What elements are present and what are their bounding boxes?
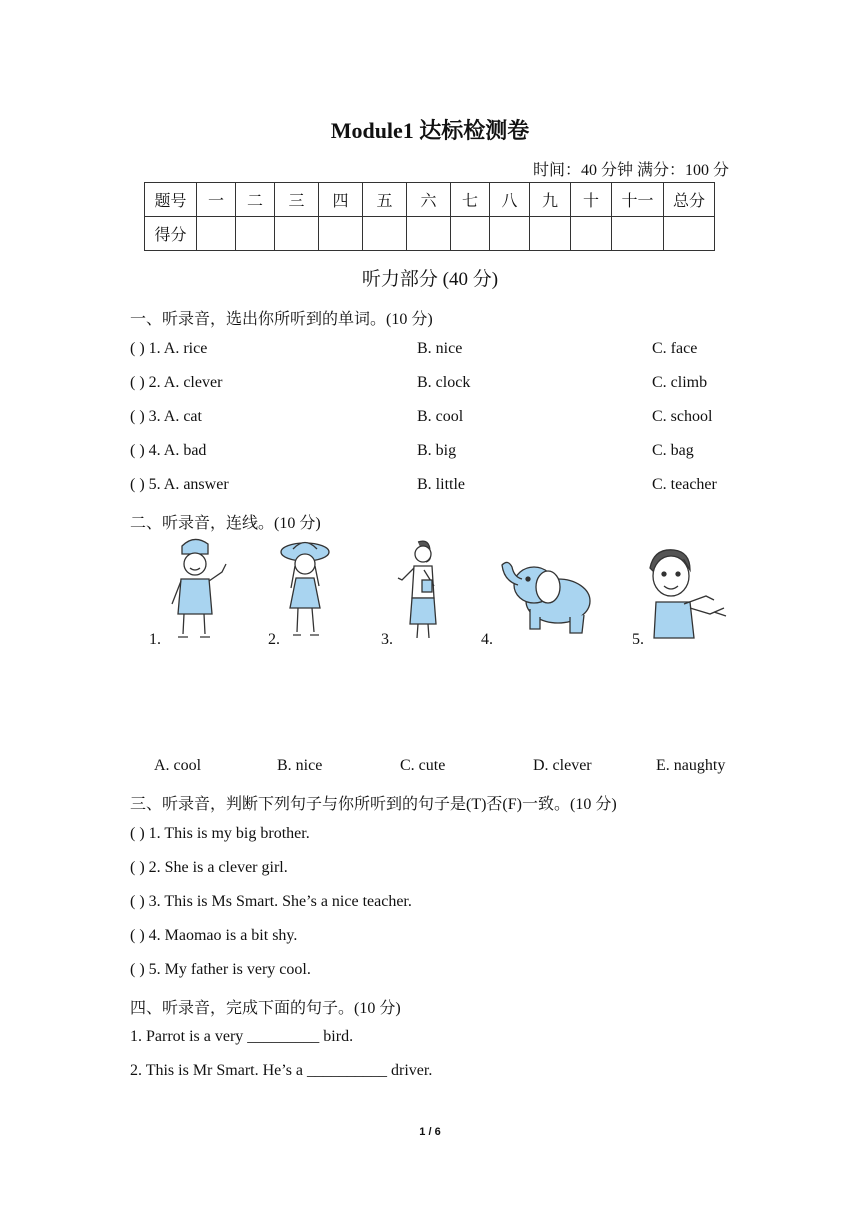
- part3-instruction: 三、听录音，判断下列句子与你所听到的句子是(T)否(F)一致。(10 分): [130, 796, 617, 813]
- part1-option-b: B. nice: [417, 340, 463, 357]
- part3-item: ( ) 1. This is my big brother.: [130, 825, 310, 842]
- picture-number: 3.: [381, 631, 393, 648]
- part4-item: 2. This is Mr Smart. He’s a __________ driver.: [130, 1062, 433, 1079]
- boy-pointing-illustration: [644, 546, 730, 644]
- score-header-cell: 三: [275, 183, 319, 217]
- part1-option-b: B. clock: [417, 374, 471, 391]
- part2-option: D. clever: [533, 757, 592, 774]
- score-header-cell: 七: [451, 183, 490, 217]
- part1-option-c: C. bag: [652, 442, 694, 459]
- part1-option-c: C. climb: [652, 374, 708, 391]
- score-table: [144, 182, 715, 251]
- score-input-cell[interactable]: [275, 217, 319, 251]
- score-header-cell: 八: [490, 183, 530, 217]
- score-input-cell[interactable]: [612, 217, 664, 251]
- part2-option: A. cool: [154, 757, 202, 774]
- part1-item-stem: ( ) 4. A. bad: [130, 442, 207, 459]
- page-title: Module1 达标检测卷: [330, 118, 530, 143]
- score-header-cell: 一: [197, 183, 236, 217]
- score-header-cell: 总分: [664, 183, 715, 217]
- elephant-illustration: [498, 555, 596, 637]
- part1-option-c: C. face: [652, 340, 698, 357]
- part4-instruction: 四、听录音，完成下面的句子。(10 分): [130, 1000, 401, 1017]
- score-header-cell: 九: [530, 183, 571, 217]
- score-input-cell[interactable]: [363, 217, 407, 251]
- score-table-score-row: [145, 217, 715, 251]
- part2-instruction: 二、听录音，连线。(10 分): [130, 515, 321, 532]
- score-table-header-row: [145, 183, 715, 217]
- picture-number: 2.: [268, 631, 280, 648]
- page-number: 1 / 6: [419, 1126, 441, 1138]
- part1-option-c: C. school: [652, 408, 713, 425]
- boy-cook-illustration: [164, 534, 234, 644]
- score-input-cell[interactable]: [319, 217, 363, 251]
- part1-item-stem: ( ) 1. A. rice: [130, 340, 208, 357]
- girl-hat-illustration: [276, 536, 336, 644]
- part3-item: ( ) 3. This is Ms Smart. She’s a nice teacher.: [130, 893, 412, 910]
- picture-number: 5.: [632, 631, 644, 648]
- score-header-cell: 题号: [145, 183, 197, 217]
- score-input-cell[interactable]: [490, 217, 530, 251]
- score-input-cell[interactable]: [236, 217, 275, 251]
- part4-item: 1. Parrot is a very _________ bird.: [130, 1028, 354, 1045]
- score-input-cell[interactable]: [530, 217, 571, 251]
- score-header-cell: 六: [407, 183, 451, 217]
- part1-item-stem: ( ) 5. A. answer: [130, 476, 229, 493]
- part1-instruction: 一、听录音，选出你所听到的单词。(10 分): [130, 311, 433, 328]
- part1-option-b: B. big: [417, 442, 457, 459]
- score-header-cell: 十一: [612, 183, 664, 217]
- part2-option: E. naughty: [656, 757, 726, 774]
- section-title: 听力部分 (40 分): [361, 269, 499, 290]
- score-header-cell: 二: [236, 183, 275, 217]
- woman-teacher-illustration: [396, 538, 446, 644]
- score-header-cell: 五: [363, 183, 407, 217]
- part2-option: C. cute: [400, 757, 446, 774]
- part1-item-stem: ( ) 2. A. clever: [130, 374, 223, 391]
- score-input-cell[interactable]: [407, 217, 451, 251]
- score-header-cell: 十: [571, 183, 612, 217]
- score-input-cell[interactable]: [197, 217, 236, 251]
- picture-number: 4.: [481, 631, 493, 648]
- part1-option-b: B. little: [417, 476, 465, 493]
- part3-item: ( ) 5. My father is very cool.: [130, 961, 311, 978]
- score-input-cell[interactable]: [664, 217, 715, 251]
- part2-option: B. nice: [277, 757, 323, 774]
- part1-option-b: B. cool: [417, 408, 464, 425]
- score-header-cell: 四: [319, 183, 363, 217]
- score-input-cell[interactable]: [571, 217, 612, 251]
- part3-item: ( ) 2. She is a clever girl.: [130, 859, 288, 876]
- time-info: 时间：40 分钟 满分：100 分: [532, 162, 729, 179]
- part3-item: ( ) 4. Maomao is a bit shy.: [130, 927, 298, 944]
- part1-item-stem: ( ) 3. A. cat: [130, 408, 202, 425]
- part1-option-c: C. teacher: [652, 476, 717, 493]
- score-input-cell[interactable]: [451, 217, 490, 251]
- score-row-label: 得分: [145, 217, 197, 251]
- picture-number: 1.: [149, 631, 161, 648]
